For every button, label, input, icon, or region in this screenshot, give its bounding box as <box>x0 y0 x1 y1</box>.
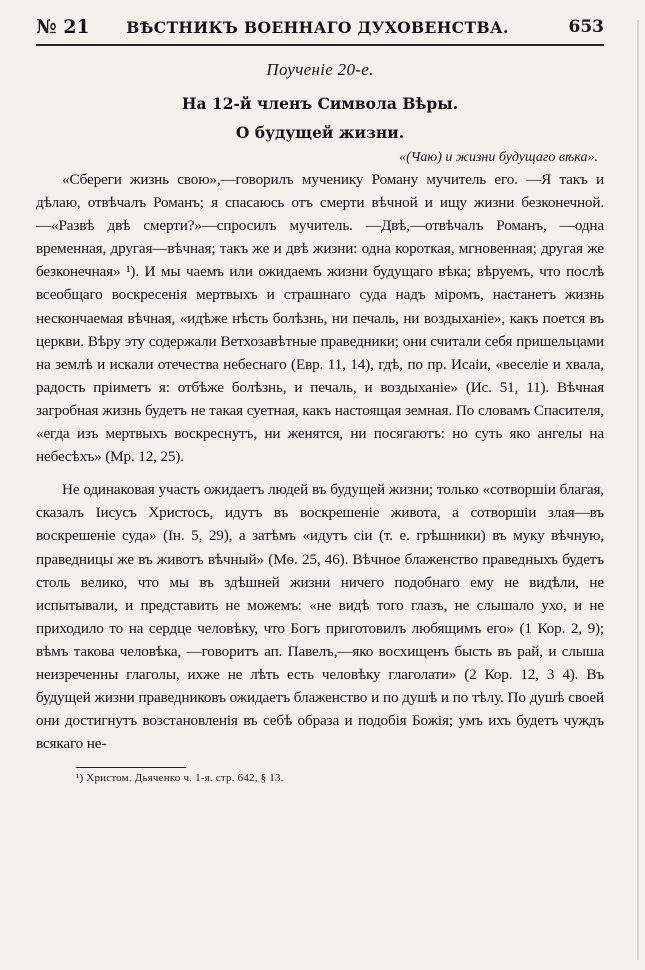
document-page <box>36 10 604 784</box>
subtitle: О будущей жизни. <box>235 123 405 142</box>
section-title: На 12-й членъ Символа Вѣры. <box>181 94 459 113</box>
issue-number: № 21 <box>36 16 90 38</box>
body-paragraph-1: «Сбереги жизнь свою»,—говорилъ мученику Роману мучитель его. —Я такъ и дѣлаю, отвѣчалъ Романъ; я спасаюсь отъ смерти вѣчной и ищу жизни безконечной. —«Развѣ двѣ смерти?»—спросилъ мучитель. —Двѣ,—отвѣчалъ Романъ, —одна временная, другая—вѣчная; такъ же и двѣ жизни: одна короткая, мгновенная; другая же безконечная» ¹). И мы чаемъ или ожидаемъ жизни будущаго вѣка; вѣруемъ, что послѣ всеобщаго воскресенiя мертвыхъ и страшнаго суда надъ мiромъ, настанетъ жизнь нескончаемая вѣчная, «идѣже нѣсть болѣзнь, ни печаль, ни воздыханiе», какъ поется въ церкви. Вѣру эту содержали Ветхозавѣтные праведники; они считали себя пришельцами на землѣ и искали отечества небеснаго (Евр. 11, 14), гдѣ, по пр. Исаiи, «веселiе и хвала, радость прiиметъ я: отбѣже болѣзнь, и печаль, и воздыханiе» (Ис. 51, 11). Вѣчная загробная жизнь будетъ не такая суетная, какъ настоящая земная. По словамъ Спасителя, «егда изъ мертвыхъ воскреснутъ, ни женятся, ни посягаютъ: но суть яко ангелы на небесѣхъ» (Мр. 12, 25). <box>36 171 604 466</box>
running-head <box>36 10 604 46</box>
epigraph: «(Чаю) и жизни будущаго вѣка». <box>399 150 598 165</box>
footnote: ¹) Христом. Дьяченко ч. 1-я. стр. 642, § 13. <box>76 772 284 785</box>
page-edge-shadow <box>637 20 639 960</box>
body-paragraph-2: Не одинаковая участь ожидаетъ людей въ будущей жизни; только «сотворшiи благая, сказалъ Iисусъ Христосъ, идутъ въ воскрешенiе живота, а сотворшiи злая—въ воскрешенiе суда» (Iн. 5, 29), а затѣмъ «идутъ сiи (т. е. грѣшники) въ муку вѣчную, праведницы же въ животъ вѣчный» (Мѳ. 25, 46). Вѣчное блаженство праведныхъ будетъ столь велико, что мы въ здѣшней жизни ничего подобнаго ему не видѣли, не испытывали, и представить не можемъ: «не видѣ того глазъ, не слышало ухо, и не приходило то на сердце человѣку, что Богъ приготовилъ любящимъ его» (1 Кор. 2, 9); вѣмъ такова человѣка, —говоритъ ап. Павелъ,—яко восхищенъ бысть въ рай, и слыша неизреченны глаголы, ихже не лѣть есть человѣку глаголати» (2 Кор. 12, 3 4). Въ будущей жизни праведниковъ ожидаетъ блаженство и по душѣ и по тѣлу. По душѣ своей они достигнутъ возстановленiя въ себѣ образа и подобiя Божiя; умъ ихъ будетъ чуждъ всякаго не- <box>36 481 604 753</box>
footnote-divider <box>76 767 186 768</box>
page-number: 653 <box>568 17 604 37</box>
lesson-title: Поученiе 20-е. <box>266 60 374 79</box>
journal-title: ВѢСТНИКЪ ВОЕННАГО ДУХОВЕНСТВА. <box>126 18 509 37</box>
